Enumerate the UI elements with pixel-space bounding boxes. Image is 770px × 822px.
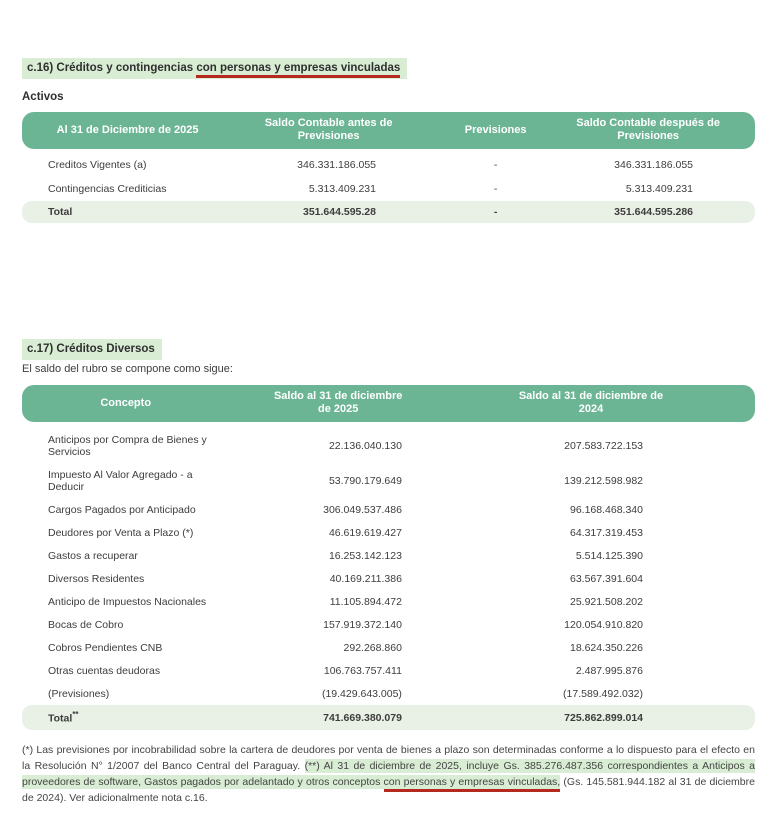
c16-table-total: [22, 201, 755, 223]
activos-label: Activos: [22, 90, 64, 103]
total-value: 741.669.380.079: [229, 705, 447, 730]
table-row: [22, 177, 755, 201]
table-cell: 25.921.508.202: [570, 595, 643, 608]
section-c17-intro: El saldo del rubro se compone como sigue:: [22, 362, 233, 375]
column-header: Saldo al 31 de diciembre de 2024: [447, 385, 755, 422]
table-cell: 63.567.391.604: [570, 572, 643, 585]
table-cell: Diversos Residentes: [48, 572, 145, 585]
table-cell: (Previsiones): [48, 687, 110, 700]
c17-table-total: [22, 705, 755, 730]
column-header: Saldo al 31 de diciembre de 2025: [229, 385, 447, 422]
total-value: 351.644.595.28: [233, 201, 424, 223]
table-cell: 64.317.319.453: [570, 526, 643, 539]
header-row: [22, 112, 755, 149]
table-cell: 157.919.372.140: [323, 618, 402, 631]
table-cell: Cobros Pendientes CNB: [48, 641, 163, 654]
table-cell: -: [493, 158, 498, 171]
section-c16-heading: [22, 58, 407, 79]
footnote-segment: (**) Al 31 de diciembre de 2025, incluye Gs. 385.276.487.356 correspondientes a Anticipos a proveedores de software, Gastos pagados por adelantado y otros conceptos: [22, 759, 755, 788]
column-header: Previsiones: [424, 112, 567, 149]
table-cell: 5.313.409.231: [625, 182, 693, 195]
c16-table: [22, 112, 755, 223]
total-superscript: **: [72, 710, 79, 720]
section-c17-heading: c.17) Créditos Diversos: [22, 339, 162, 360]
total-label: [22, 705, 229, 730]
table-cell: 306.049.537.486: [323, 503, 402, 516]
c17-table: [22, 385, 755, 730]
section-gap: [22, 223, 755, 339]
table-cell: Anticipos por Compra de Bienes y Servicios: [48, 433, 207, 458]
table-cell: 53.790.179.649: [328, 474, 402, 487]
table-row: [22, 590, 755, 613]
footnote-segment: (Gs. 145.581.944.182 al 31 de diciembre de 2024). Ver adicionalmente nota c.16.: [22, 775, 755, 804]
section-c16: [22, 58, 755, 223]
table-cell: 18.624.350.226: [570, 641, 643, 654]
table-row: [22, 613, 755, 636]
table-cell: 16.253.142.123: [328, 549, 402, 562]
footnote-segment: con personas y empresas vinculadas,: [384, 775, 561, 792]
section-c17: [22, 339, 755, 730]
table-cell: 46.619.619.427: [328, 526, 402, 539]
table-row: [22, 682, 755, 705]
table-cell: -: [493, 182, 498, 195]
table-cell: 346.331.186.055: [297, 158, 376, 171]
column-header: Concepto: [22, 385, 229, 422]
table-cell: Creditos Vigentes (a): [48, 158, 147, 171]
heading-text: c.16) Créditos y contingencias: [27, 62, 197, 74]
table-row: [22, 149, 755, 177]
table-cell: 96.168.468.340: [570, 503, 643, 516]
footnote-segment: (*) Las previsiones por incobrabilidad sobre la cartera de deudores por venta de bienes a plazo son determinadas conforme a lo dispuesto para el efecto en la Resolución N° 1/2007 del Banco Central del Paraguay.: [22, 743, 755, 772]
column-header: Saldo Contable antes de Previsiones: [233, 112, 424, 149]
column-header: Saldo Contable después de Previsiones: [567, 112, 755, 149]
table-cell: 207.583.722.153: [564, 439, 643, 452]
table-row: [22, 463, 755, 498]
table-cell: 346.331.186.055: [614, 158, 693, 171]
table-cell: 40.169.211.386: [329, 572, 402, 585]
table-row: [22, 636, 755, 659]
total-row: [22, 201, 755, 223]
header-row: [22, 385, 755, 422]
table-cell: Contingencias Crediticias: [48, 182, 167, 195]
footnote: [22, 742, 755, 806]
table-cell: Cargos Pagados por Anticipado: [48, 503, 196, 516]
total-label-text: Total: [48, 712, 73, 725]
table-row: [22, 498, 755, 521]
c16-table-body: [22, 149, 755, 201]
total-value: 351.644.595.286: [567, 201, 755, 223]
table-cell: 5.313.409.231: [308, 182, 376, 195]
table-cell: 11.105.894.472: [329, 595, 402, 608]
table-cell: (17.589.492.032): [563, 687, 643, 700]
table-cell: Impuesto Al Valor Agregado - a Deducir: [48, 468, 193, 493]
table-cell: Anticipo de Impuestos Nacionales: [48, 595, 207, 608]
table-row: [22, 521, 755, 544]
table-cell: 22.136.040.130: [328, 439, 402, 452]
table-cell: Deudores por Venta a Plazo (*): [48, 526, 194, 539]
c16-table-header: [22, 112, 755, 149]
total-row: [22, 705, 755, 730]
table-cell: 139.212.598.982: [564, 474, 643, 487]
table-cell: 5.514.125.390: [575, 549, 643, 562]
table-row: [22, 422, 755, 464]
total-label: Total: [22, 201, 233, 223]
c17-table-body: [22, 422, 755, 706]
table-cell: 292.268.860: [343, 641, 402, 654]
c17-table-header: [22, 385, 755, 422]
table-cell: 2.487.995.876: [575, 664, 643, 677]
table-cell: 106.763.757.411: [323, 664, 402, 677]
table-row: [22, 659, 755, 682]
table-cell: (19.429.643.005): [321, 687, 402, 700]
total-value: -: [424, 201, 567, 223]
table-row: [22, 567, 755, 590]
total-value: 725.862.899.014: [447, 705, 755, 730]
heading-underlined-text: con personas y empresas vinculadas: [196, 62, 400, 78]
table-cell: Otras cuentas deudoras: [48, 664, 161, 677]
table-row: [22, 544, 755, 567]
table-cell: Gastos a recuperar: [48, 549, 138, 562]
column-header: Al 31 de Diciembre de 2025: [22, 112, 233, 149]
table-cell: Bocas de Cobro: [48, 618, 124, 631]
table-cell: 120.054.910.820: [564, 618, 643, 631]
